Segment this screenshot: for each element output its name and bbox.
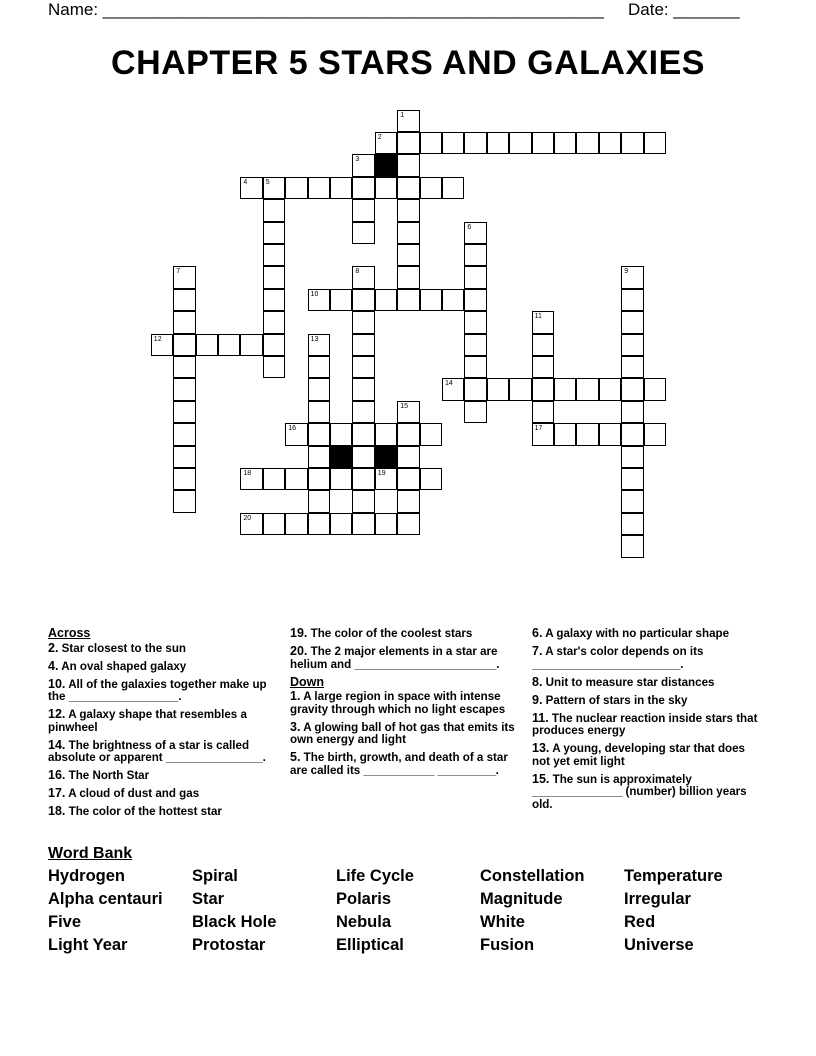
clue-down-13: 13. A young, developing star that does not yet emit light (532, 741, 746, 768)
crossword-cell[interactable] (352, 199, 374, 221)
clue-across-10: 10. All of the galaxies together make up the _________________. (48, 676, 267, 703)
crossword-cell[interactable] (420, 468, 442, 490)
word-bank-item: Life Cycle (336, 867, 414, 885)
cell-number: 10 (310, 290, 319, 298)
crossword-cell[interactable] (308, 490, 330, 512)
crossword-cell[interactable] (442, 132, 464, 154)
crossword-cell[interactable] (352, 468, 374, 490)
crossword-cell[interactable] (397, 446, 419, 468)
clue-down-15: 15. The sun is approximately ______________ (number) billion years old. (532, 771, 747, 811)
crossword-cell[interactable] (375, 513, 397, 535)
crossword-cell[interactable] (509, 132, 531, 154)
clue-down-5: 5. The birth, growth, and death of a star are called its ___________ _________. (290, 750, 508, 777)
crossword-cell[interactable] (352, 378, 374, 400)
black-cell (375, 446, 397, 468)
clue-across-18: 18. The color of the hottest star (48, 804, 222, 818)
crossword-cell[interactable] (464, 132, 486, 154)
crossword-cell[interactable] (173, 378, 195, 400)
cell-number: 4 (243, 178, 248, 186)
word-bank-item: Irregular (624, 890, 691, 908)
crossword-cell[interactable] (397, 199, 419, 221)
crossword-cell[interactable] (397, 289, 419, 311)
crossword-cell[interactable] (308, 356, 330, 378)
cell-number: 15 (400, 402, 408, 410)
crossword-cell[interactable] (173, 401, 195, 423)
crossword-cell[interactable] (263, 356, 285, 378)
crossword-cell[interactable] (173, 490, 195, 512)
crossword-cell[interactable] (308, 401, 330, 423)
crossword-cell[interactable] (621, 266, 643, 288)
crossword-cell[interactable] (599, 132, 621, 154)
crossword-cell[interactable] (308, 177, 330, 199)
crossword-cell[interactable] (352, 177, 374, 199)
crossword-cell[interactable] (532, 356, 554, 378)
crossword-cell[interactable] (308, 446, 330, 468)
crossword-cell[interactable] (442, 378, 464, 400)
crossword-cell[interactable] (397, 177, 419, 199)
word-bank-item: Black Hole (192, 913, 277, 931)
crossword-cell[interactable] (330, 289, 352, 311)
black-cell (375, 154, 397, 176)
crossword-cell[interactable] (621, 490, 643, 512)
crossword-cell[interactable] (375, 132, 397, 154)
crossword-cell[interactable] (621, 289, 643, 311)
word-bank-item: Polaris (336, 890, 392, 908)
word-bank-item: Hydrogen (48, 867, 126, 885)
crossword-cell[interactable] (352, 222, 374, 244)
across-heading: Across (48, 626, 91, 640)
name-field-label[interactable]: Name: _____________________________________________________ (48, 0, 604, 19)
crossword-cell[interactable] (442, 177, 464, 199)
crossword-cell[interactable] (621, 356, 643, 378)
crossword-cell[interactable] (509, 378, 531, 400)
clue-across-2: 2. Star closest to the sun (48, 640, 187, 655)
crossword-cell[interactable] (285, 423, 307, 445)
crossword-cell[interactable] (263, 222, 285, 244)
word-bank-heading: Word Bank (48, 845, 133, 862)
crossword-cell[interactable] (397, 132, 419, 154)
crossword-cell[interactable] (644, 132, 666, 154)
cell-number: 11 (534, 313, 542, 321)
black-cell (330, 446, 352, 468)
crossword-cell[interactable] (263, 199, 285, 221)
crossword-cell[interactable] (263, 244, 285, 266)
crossword-cell[interactable] (285, 177, 307, 199)
crossword-cell[interactable] (263, 334, 285, 356)
crossword-cell[interactable] (464, 289, 486, 311)
crossword-cell[interactable] (397, 154, 419, 176)
crossword-cell[interactable] (644, 423, 666, 445)
crossword-cell[interactable] (375, 468, 397, 490)
crossword-cell[interactable] (352, 401, 374, 423)
clues-column-1 (48, 627, 273, 823)
crossword-cell[interactable] (173, 356, 195, 378)
crossword-cell[interactable] (464, 311, 486, 333)
crossword-cell[interactable] (644, 378, 666, 400)
crossword-cell[interactable] (375, 289, 397, 311)
crossword-cell[interactable] (352, 356, 374, 378)
crossword-cell[interactable] (375, 423, 397, 445)
cell-number: 20 (243, 514, 252, 522)
crossword-cell[interactable] (621, 401, 643, 423)
crossword-cell[interactable] (375, 177, 397, 199)
cell-number: 14 (445, 380, 453, 388)
crossword-cell[interactable] (576, 132, 598, 154)
crossword-cell[interactable] (263, 468, 285, 490)
crossword-cell[interactable] (420, 132, 442, 154)
crossword-cell[interactable] (263, 311, 285, 333)
crossword-cell[interactable] (397, 266, 419, 288)
crossword-cell[interactable] (308, 378, 330, 400)
crossword-cell[interactable] (218, 334, 240, 356)
crossword-cell[interactable] (599, 378, 621, 400)
cell-number: 8 (355, 268, 360, 276)
crossword-cell[interactable] (352, 490, 374, 512)
crossword-cell[interactable] (576, 378, 598, 400)
crossword-cell[interactable] (532, 423, 554, 445)
date-field-label[interactable]: Date: _______ (628, 0, 740, 19)
crossword-cell[interactable] (352, 266, 374, 288)
crossword-cell[interactable] (464, 266, 486, 288)
crossword-cell[interactable] (464, 401, 486, 423)
crossword-cell[interactable] (532, 334, 554, 356)
crossword-cell[interactable] (263, 289, 285, 311)
crossword-cell[interactable] (352, 334, 374, 356)
clue-across-12: 12. A galaxy shape that resembles a pinwheel (48, 707, 247, 734)
cell-number: 13 (310, 335, 319, 343)
crossword-cell[interactable] (621, 378, 643, 400)
word-bank-item: Nebula (336, 913, 392, 931)
crossword-cell[interactable] (352, 311, 374, 333)
crossword-cell[interactable] (173, 446, 195, 468)
word-bank-item: Magnitude (480, 890, 563, 908)
clue-down-6: 6. A galaxy with no particular shape (532, 626, 730, 640)
clue-down-1: 1. A large region in space with intense gravity through which no light escapes (290, 689, 506, 716)
word-bank (48, 866, 788, 955)
cell-number: 16 (288, 425, 296, 433)
crossword-cell[interactable] (487, 132, 509, 154)
crossword-cell[interactable] (487, 378, 509, 400)
crossword-cell[interactable] (173, 266, 195, 288)
cell-number: 19 (377, 470, 386, 477)
crossword-cell[interactable] (464, 356, 486, 378)
crossword-cell[interactable] (308, 423, 330, 445)
crossword-cell[interactable] (352, 423, 374, 445)
crossword-cell[interactable] (330, 423, 352, 445)
crossword-cell[interactable] (554, 378, 576, 400)
crossword-cell[interactable] (263, 266, 285, 288)
crossword-cell[interactable] (621, 446, 643, 468)
crossword-cell[interactable] (173, 289, 195, 311)
crossword-cell[interactable] (352, 289, 374, 311)
crossword-cell[interactable] (621, 535, 643, 557)
crossword-cell[interactable] (397, 490, 419, 512)
crossword-cell[interactable] (621, 132, 643, 154)
crossword-cell[interactable] (532, 378, 554, 400)
cell-number: 1 (400, 111, 405, 119)
word-bank-item: Constellation (480, 867, 585, 885)
crossword-cell[interactable] (532, 311, 554, 333)
crossword-cell[interactable] (397, 222, 419, 244)
crossword-cell[interactable] (621, 468, 643, 490)
crossword-cell[interactable] (285, 513, 307, 535)
crossword-cell[interactable] (397, 244, 419, 266)
cell-number: 6 (467, 223, 472, 231)
crossword-cell[interactable] (621, 311, 643, 333)
crossword-cell[interactable] (397, 401, 419, 423)
crossword-cell[interactable] (196, 334, 218, 356)
clue-down-7: 7. A star's color depends on its _______________________. (532, 644, 704, 671)
word-bank-item: White (480, 913, 525, 931)
word-bank-item: Light Year (48, 936, 128, 954)
crossword-cell[interactable] (352, 446, 374, 468)
page-title: CHAPTER 5 STARS AND GALAXIES (111, 44, 705, 82)
cell-number: 18 (243, 470, 252, 477)
down-heading: Down (290, 674, 325, 689)
clue-across-17: 17. A cloud of dust and gas (48, 786, 200, 800)
crossword-cell[interactable] (397, 513, 419, 535)
crossword-cell[interactable] (240, 513, 262, 535)
clue-down-3: 3. A glowing ball of hot gas that emits its own energy and light (290, 719, 515, 746)
crossword-cell[interactable] (576, 423, 598, 445)
clues-column-3 (532, 627, 760, 816)
crossword-cell[interactable] (599, 423, 621, 445)
crossword-cell[interactable] (330, 513, 352, 535)
word-bank-item: Elliptical (336, 936, 404, 954)
crossword-cell[interactable] (397, 468, 419, 490)
crossword-cell[interactable] (173, 423, 195, 445)
clue-down-8: 8. Unit to measure star distances (532, 674, 715, 689)
word-bank-item: Alpha centauri (48, 890, 163, 908)
word-bank-item: Five (48, 913, 82, 931)
crossword-cell[interactable] (554, 423, 576, 445)
crossword-cell[interactable] (240, 334, 262, 356)
crossword-cell[interactable] (173, 334, 195, 356)
crossword-cell[interactable] (151, 334, 173, 356)
crossword-cell[interactable] (420, 423, 442, 445)
cell-number: 2 (377, 134, 382, 141)
crossword-cell[interactable] (532, 132, 554, 154)
cell-number: 7 (176, 268, 181, 276)
crossword-cell[interactable] (464, 378, 486, 400)
clue-across-4: 4. An oval shaped galaxy (48, 658, 187, 673)
crossword-cell[interactable] (532, 401, 554, 423)
clue-across-20: 20. The 2 major elements in a star are helium and ______________________. (290, 644, 500, 671)
clue-down-9: 9. Pattern of stars in the sky (532, 692, 688, 707)
word-bank-item: Temperature (624, 867, 723, 885)
crossword-cell[interactable] (420, 177, 442, 199)
clue-across-16: 16. The North Star (48, 768, 150, 782)
word-bank-item: Universe (624, 936, 694, 954)
crossword-cell[interactable] (263, 513, 285, 535)
crossword-cell[interactable] (397, 110, 419, 132)
crossword-cell[interactable] (621, 423, 643, 445)
crossword-cell[interactable] (308, 468, 330, 490)
clues-column-2 (290, 627, 518, 782)
cell-number: 3 (355, 156, 360, 164)
crossword-cell[interactable] (442, 289, 464, 311)
crossword-cell[interactable] (621, 334, 643, 356)
crossword-cell[interactable] (352, 154, 374, 176)
cell-number: 9 (624, 268, 629, 276)
word-bank-item: Spiral (192, 867, 238, 885)
crossword-cell[interactable] (554, 132, 576, 154)
word-bank-item: Red (624, 913, 656, 931)
clue-across-19: 19. The color of the coolest stars (290, 626, 473, 640)
cell-number: 12 (153, 335, 162, 343)
crossword-cell[interactable] (308, 513, 330, 535)
clue-across-14: 14. The brightness of a star is called absolute or apparent _______________. (48, 737, 266, 764)
word-bank-item: Star (192, 890, 225, 908)
crossword-cell[interactable] (464, 334, 486, 356)
crossword-cell[interactable] (330, 177, 352, 199)
crossword-cell[interactable] (173, 311, 195, 333)
crossword-cell[interactable] (308, 334, 330, 356)
crossword-cell[interactable] (420, 289, 442, 311)
crossword-cell[interactable] (397, 423, 419, 445)
cell-number: 17 (534, 425, 543, 433)
crossword-cell[interactable] (621, 513, 643, 535)
crossword-cell[interactable] (240, 177, 262, 199)
crossword-cell[interactable] (464, 222, 486, 244)
word-bank-item: Protostar (192, 936, 266, 954)
crossword-cell[interactable] (330, 468, 352, 490)
word-bank-item: Fusion (480, 936, 535, 954)
clue-down-11: 11. The nuclear reaction inside stars that produces energy (532, 710, 758, 737)
crossword-cell[interactable] (352, 513, 374, 535)
crossword-cell[interactable] (263, 177, 285, 199)
crossword-cell[interactable] (240, 468, 262, 490)
crossword-cell[interactable] (285, 468, 307, 490)
crossword-cell[interactable] (173, 468, 195, 490)
cell-number: 5 (265, 178, 270, 186)
crossword-cell[interactable] (464, 244, 486, 266)
crossword-cell[interactable] (308, 289, 330, 311)
